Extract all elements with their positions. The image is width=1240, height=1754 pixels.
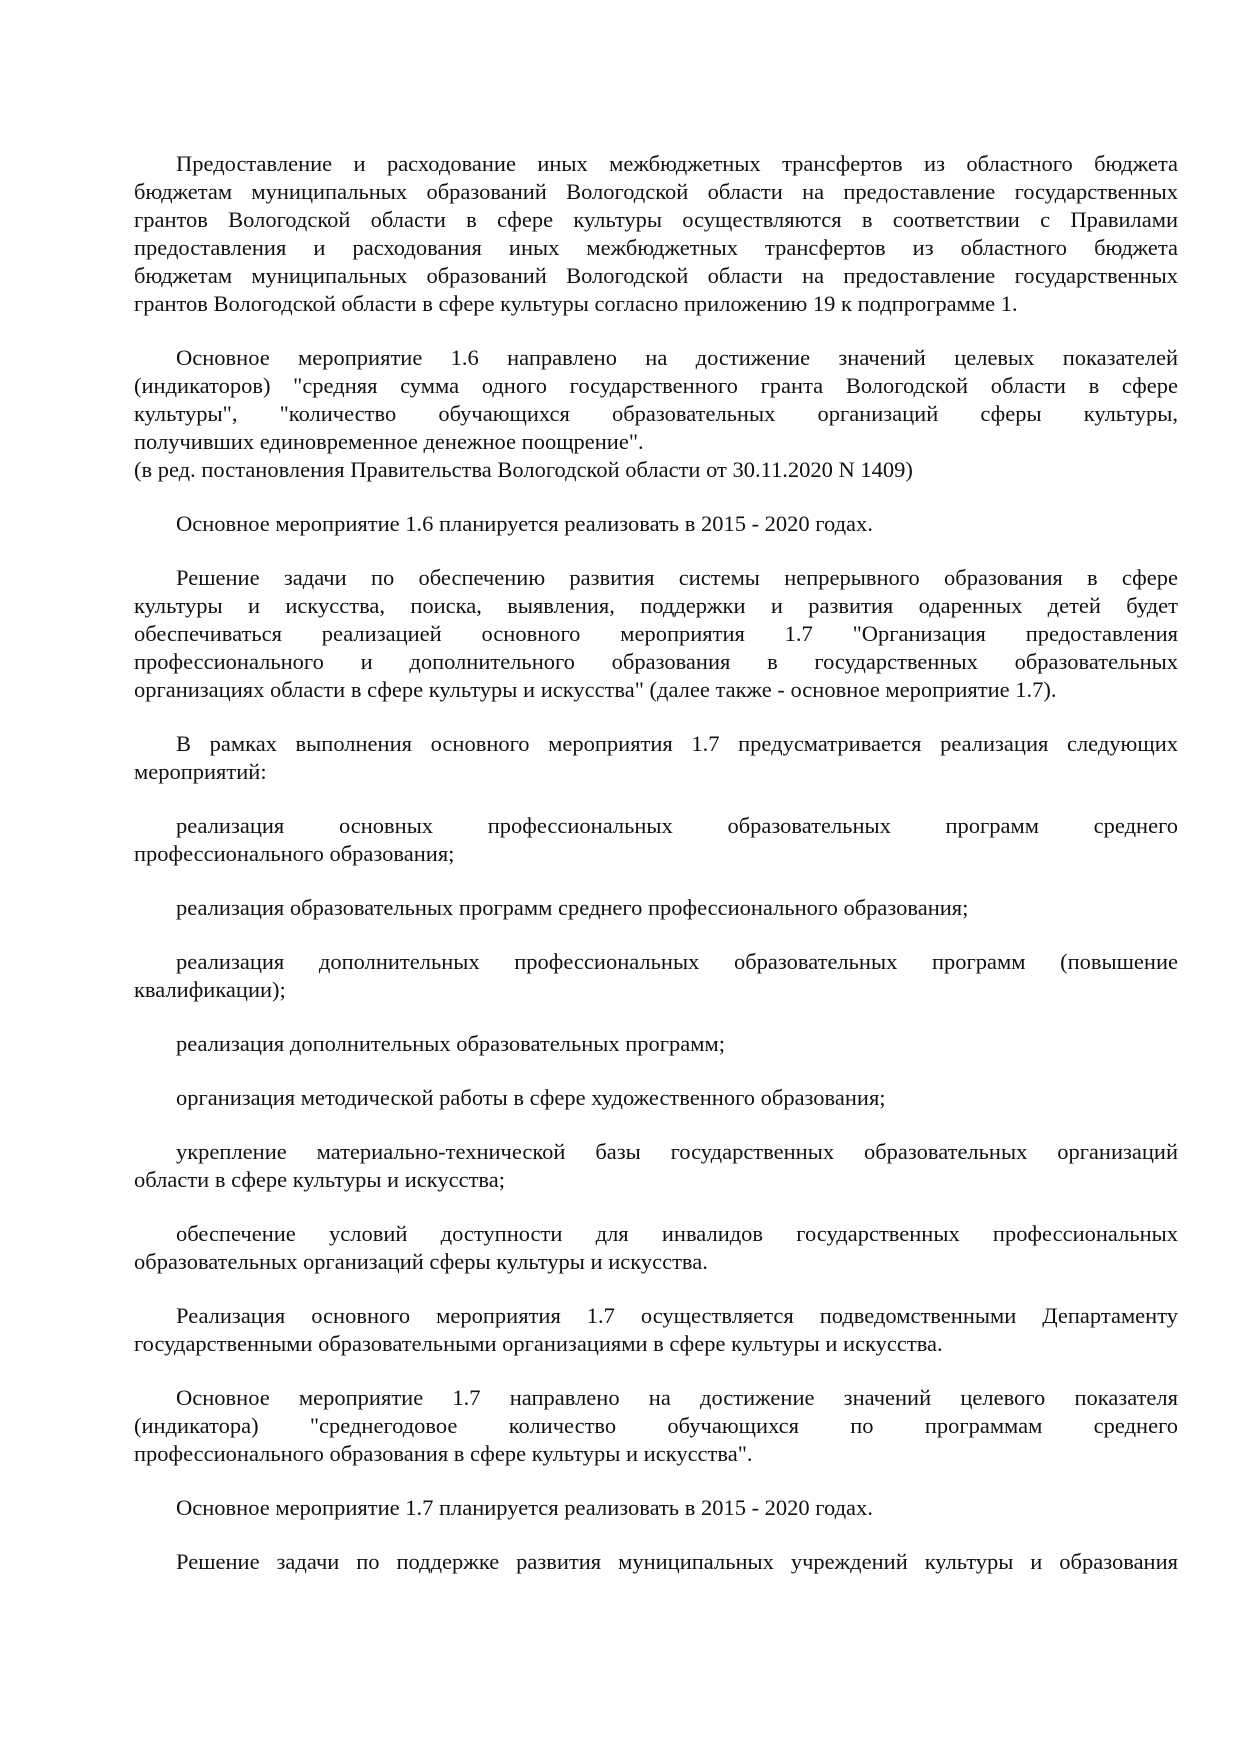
text-line: профессионального образования; <box>134 841 455 866</box>
text-line: бюджетам муниципальных образований Вологодской области на предоставление государственных <box>134 179 1178 204</box>
text-line: (индикатора) "среднегодовое количество обучающихся по программам среднего <box>134 1413 1178 1438</box>
text-line: В рамках выполнения основного мероприятия 1.7 предусматривается реализация следующих <box>176 731 1178 756</box>
paragraph <box>134 1302 1178 1358</box>
paragraph <box>134 1384 1178 1468</box>
text-line: образовательных организаций сферы культуры и искусства. <box>134 1249 708 1274</box>
text-line: обеспечиваться реализацией основного мероприятия 1.7 "Организация предоставления <box>134 621 1178 646</box>
text-line: Решение задачи по обеспечению развития системы непрерывного образования в сфере <box>176 565 1178 590</box>
text-line: (в ред. постановления Правительства Вологодской области от 30.11.2020 N 1409) <box>134 457 913 482</box>
text-line: реализация дополнительных профессиональных образовательных программ (повышение <box>176 949 1178 974</box>
text-line: обеспечение условий доступности для инвалидов государственных профессиональных <box>176 1221 1178 1246</box>
paragraph <box>134 1138 1178 1194</box>
text-line: организациях области в сфере культуры и искусства" (далее также - основное мероприятие 1.7). <box>134 677 1057 702</box>
text-line: организация методической работы в сфере художественного образования; <box>176 1085 886 1110</box>
text-line: профессионального образования в сфере культуры и искусства". <box>134 1441 753 1466</box>
paragraph <box>134 150 1178 318</box>
text-line: укрепление материально-технической базы государственных образовательных организаций <box>176 1139 1178 1164</box>
text-line: Основное мероприятие 1.6 направлено на достижение значений целевых показателей <box>176 345 1178 370</box>
text-line: грантов Вологодской области в сфере культуры согласно приложению 19 к подпрограмме 1. <box>134 291 1018 316</box>
text-line: реализация основных профессиональных образовательных программ среднего <box>176 813 1178 838</box>
text-line: (индикаторов) "средняя сумма одного государственного гранта Вологодской области в сфере <box>134 373 1178 398</box>
text-line: реализация образовательных программ среднего профессионального образования; <box>176 895 969 920</box>
text-line: Предоставление и расходование иных межбюджетных трансфертов из областного бюджета <box>176 151 1178 176</box>
paragraph <box>134 1084 1178 1112</box>
text-line: получивших единовременное денежное поощрение". <box>134 429 644 454</box>
paragraph <box>134 812 1178 868</box>
paragraph <box>134 948 1178 1004</box>
paragraph <box>134 894 1178 922</box>
text-line: предоставления и расходования иных межбюджетных трансфертов из областного бюджета <box>134 235 1178 260</box>
paragraph <box>134 1220 1178 1276</box>
text-line: Основное мероприятие 1.7 направлено на достижение значений целевого показателя <box>176 1385 1178 1410</box>
paragraph <box>134 1548 1178 1576</box>
text-line: области в сфере культуры и искусства; <box>134 1167 505 1192</box>
text-line: Реализация основного мероприятия 1.7 осуществляется подведомственными Департаменту <box>176 1303 1178 1328</box>
paragraph <box>134 730 1178 786</box>
text-line: грантов Вологодской области в сфере культуры осуществляются в соответствии с Правилами <box>134 207 1178 232</box>
text-line: бюджетам муниципальных образований Вологодской области на предоставление государственных <box>134 263 1178 288</box>
paragraph <box>134 344 1178 456</box>
text-line: государственными образовательными организациями в сфере культуры и искусства. <box>134 1331 943 1356</box>
text-line: культуры и искусства, поиска, выявления, поддержки и развития одаренных детей будет <box>134 593 1178 618</box>
text-line: реализация дополнительных образовательных программ; <box>176 1031 725 1056</box>
text-line: мероприятий: <box>134 759 267 784</box>
paragraph <box>134 1030 1178 1058</box>
paragraph <box>134 1494 1178 1522</box>
text-line: профессионального и дополнительного образования в государственных образовательных <box>134 649 1178 674</box>
paragraph <box>134 456 1178 484</box>
document-page <box>134 150 1178 1602</box>
text-line: Решение задачи по поддержке развития муниципальных учреждений культуры и образования <box>176 1549 1178 1574</box>
text-line: квалификации); <box>134 977 286 1002</box>
paragraph <box>134 510 1178 538</box>
text-line: культуры", "количество обучающихся образовательных организаций сферы культуры, <box>134 401 1178 426</box>
text-line: Основное мероприятие 1.6 планируется реализовать в 2015 - 2020 годах. <box>176 511 873 536</box>
text-line: Основное мероприятие 1.7 планируется реализовать в 2015 - 2020 годах. <box>176 1495 873 1520</box>
paragraph <box>134 564 1178 704</box>
